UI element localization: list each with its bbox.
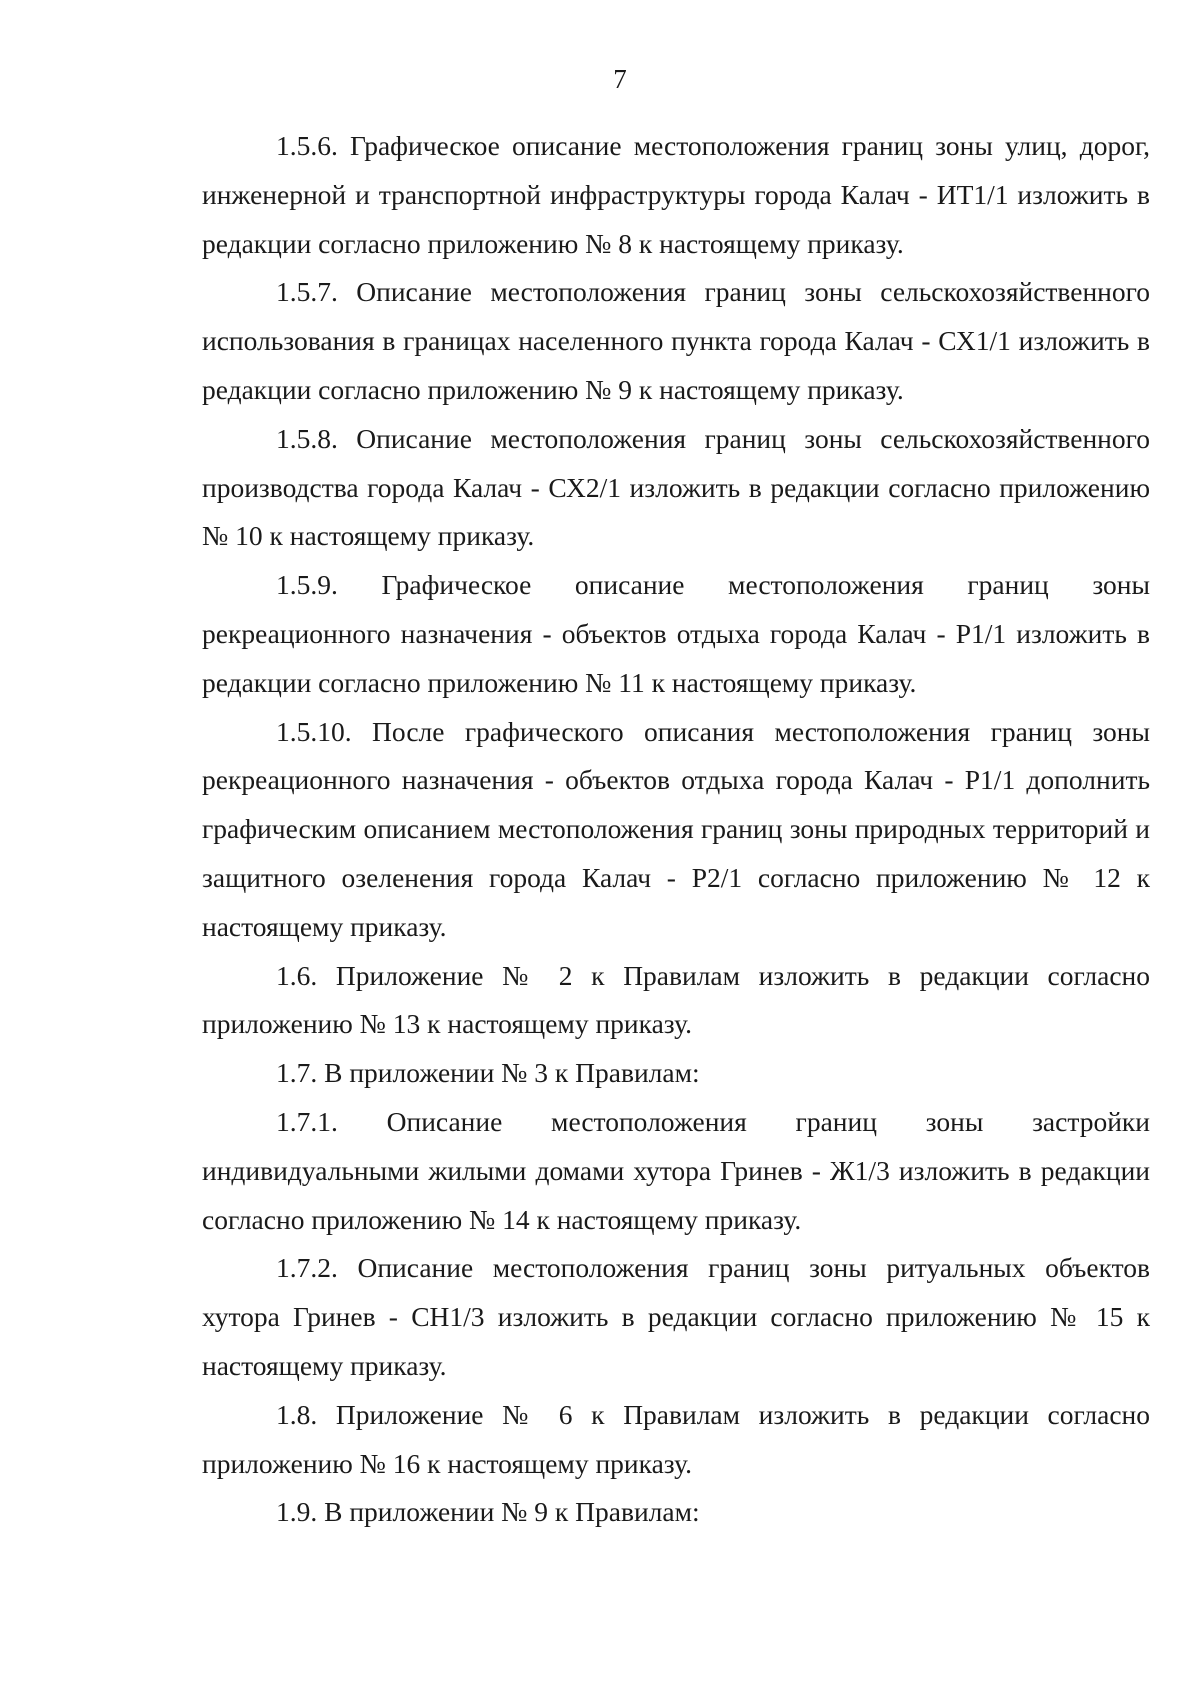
document-body (202, 122, 1150, 1537)
paragraph-1-7-2: 1.7.2. Описание местоположения границ зоны ритуальных объектов хутора Гринев - СН1/3 изложить в редакции согласно приложению № 15 к настоящему приказу. (202, 1252, 1150, 1381)
paragraph-1-7: 1.7. В приложении № 3 к Правилам: (276, 1057, 700, 1089)
paragraph-1-5-6: 1.5.6. Графическое описание местоположения границ зоны улиц, дорог, инженерной и транспортной инфраструктуры города Калач - ИТ1/1 изложить в редакции согласно приложению № 8 к настоящему приказу. (202, 130, 1150, 259)
paragraph-1-5-10: 1.5.10. После графического описания местоположения границ зоны рекреационного назначения - объектов отдыха города Калач - Р1/1 дополнить графическим описанием местоположения границ зоны природных территорий и защитного озеленения города Калач - Р2/1 согласно приложению № 12 к настоящему приказу. (202, 715, 1150, 942)
page-number: 7 (613, 64, 627, 94)
paragraph-1-5-8: 1.5.8. Описание местоположения границ зоны сельскохозяйственного производства города Калач - СХ2/1 изложить в редакции согласно приложению № 10 к настоящему приказу. (202, 422, 1150, 552)
paragraph-1-8: 1.8. Приложение № 6 к Правилам изложить в редакции согласно приложению № 16 к настоящему приказу. (202, 1398, 1150, 1479)
paragraph-1-6: 1.6. Приложение № 2 к Правилам изложить в редакции согласно приложению № 13 к настоящему приказу. (202, 959, 1150, 1040)
paragraph-1-7-1: 1.7.1. Описание местоположения границ зоны застройки индивидуальными жилыми домами хутора Гринев - Ж1/3 изложить в редакции согласно приложению № 14 к настоящему приказу. (202, 1105, 1150, 1235)
paragraph-1-9: 1.9. В приложении № 9 к Правилам: (276, 1496, 700, 1528)
paragraph-1-5-9: 1.5.9. Графическое описание местоположения границ зоны рекреационного назначения - объектов отдыха города Калач - Р1/1 изложить в редакции согласно приложению № 11 к настоящему приказу. (202, 569, 1150, 698)
paragraph-1-5-7: 1.5.7. Описание местоположения границ зоны сельскохозяйственного использования в границах населенного пункта города Калач - СХ1/1 изложить в редакции согласно приложению № 9 к настоящему приказу. (202, 276, 1150, 405)
